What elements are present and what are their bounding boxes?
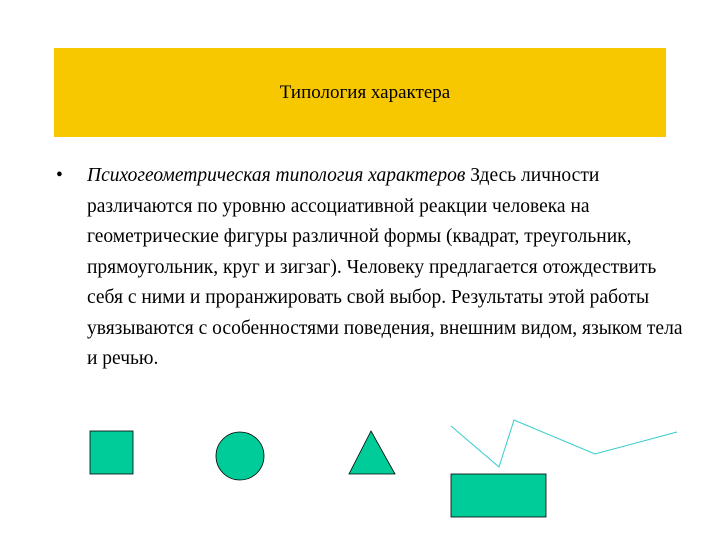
square-shape: [90, 431, 133, 474]
rectangle-shape: [451, 474, 546, 517]
bullet-marker: •: [56, 165, 63, 186]
zigzag-shape: [451, 420, 677, 467]
bullet-term: Психогеометрическая типология характеров: [87, 165, 466, 186]
circle-shape: [216, 432, 264, 480]
triangle-shape: [349, 431, 395, 474]
slide-title: Типология характера: [279, 81, 451, 103]
bullet-body: Здесь личности различаются по уровню ассоциативной реакции человека на геометрические фигуры различной формы (квадрат, треугольник, прямоугольник, круг и зигзаг). Человеку предлагается отождествить себя с ними и проранжировать свой выбор. Результаты этой работы увязываются с особенностями поведения, внешним видом, языком тела и речью.: [87, 165, 683, 369]
